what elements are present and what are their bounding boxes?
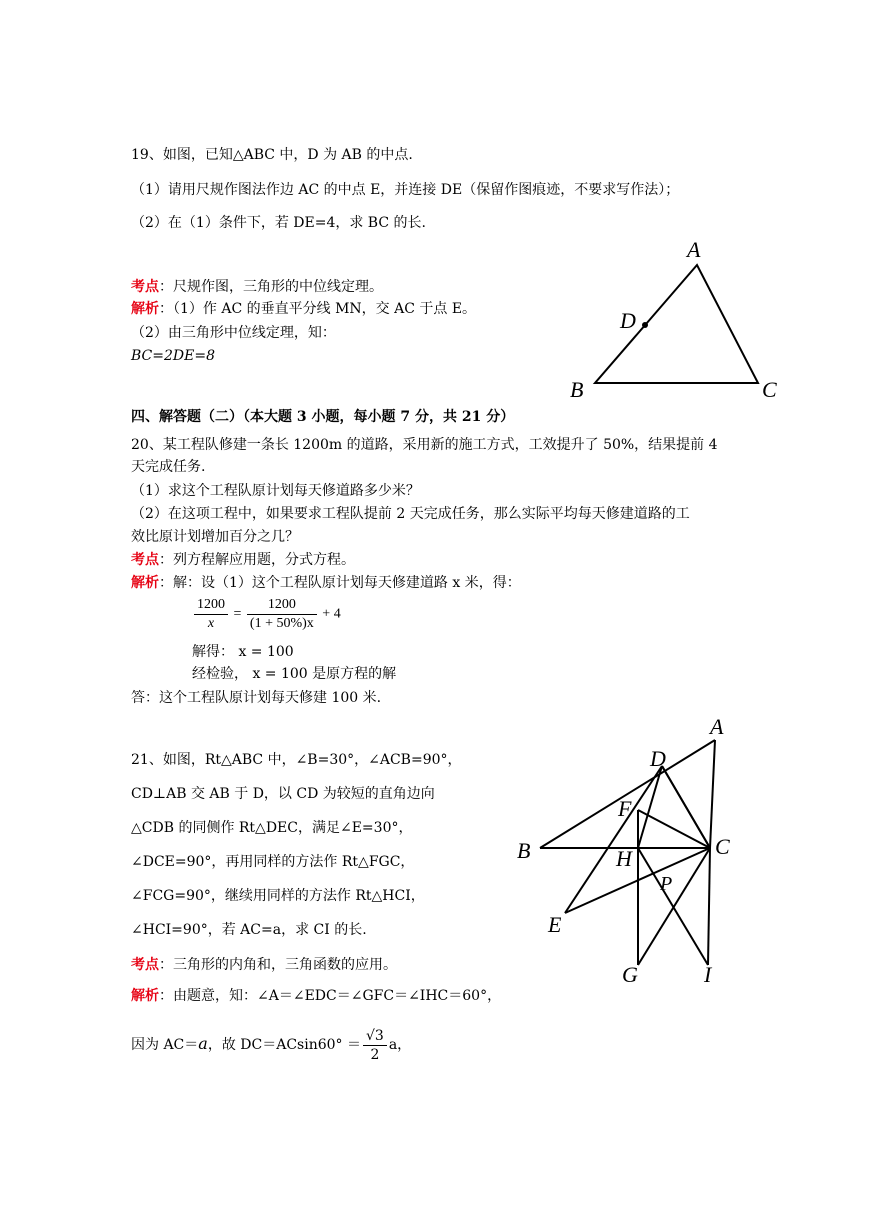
q20-part2-2: 效比原计划增加百分之几？ [131,529,299,545]
label-h: H [616,846,632,871]
q20-kaodian [131,550,355,570]
q20-part1: （1）求这个工程队原计划每天修道路多少米？ [131,483,420,499]
jiexi-text: ：解：设（1）这个工程队原计划每天修建道路 x 米，得： [159,575,521,591]
label-p: P [660,873,673,895]
q19-triangle-figure [560,235,790,410]
eq-tail: + 4 [322,606,341,622]
jiexi-label: 解析 [131,575,159,591]
kaodian-label: 考点 [131,957,159,973]
eq-left-num: 1200 [194,596,228,615]
frac-den: 2 [370,1046,380,1063]
q21-line4: ∠DCE=90°，再用同样的方法作 Rt△FGC， [131,854,415,870]
kaodian-label: 考点 [131,279,159,295]
jiexi-2a: 因为 AC＝ [131,1037,199,1053]
q20-line2: 天完成任务. [131,459,206,475]
jiexi-2c: ，故 DC＝ACsin60° ＝ [207,1037,361,1053]
sqrt3-over-2-fraction [363,1027,387,1064]
q19-jiexi-3: BC=2DE=8 [131,348,215,364]
q21-line6: ∠HCI=90°，若 AC=a，求 CI 的长. [131,922,367,938]
q21-jiexi [131,986,501,1006]
eq-left-den: x [207,616,215,631]
jiexi-label: 解析 [131,301,159,317]
q20-equation: $\frac{1200}{x}$ = $\frac{1200}{(1 + 50\%)x}$ + 4 [192,596,341,633]
label-e: E [548,912,562,937]
eq-left-fraction [194,596,228,633]
label-a: A [687,237,701,262]
q21-kaodian [131,955,397,975]
label-d: D [620,308,636,333]
label-g: G [622,962,638,987]
q19-part1: （1）请用尺规作图法作边 AC 的中点 E，并连接 DE（保留作图痕迹，不要求写作法）； [131,182,680,198]
q21-line5: ∠FCG=90°，继续用同样的方法作 Rt△HCI， [131,888,425,904]
q20-part2-1: （2）在这项工程中，如果要求工程队提前 2 天完成任务，那么实际平均每天修建道路的工 [131,506,690,522]
q20-answer: 答：这个工程队原计划每天修建 100 米. [131,690,382,706]
label-f: F [618,796,632,821]
label-a: A [710,714,724,739]
label-b: B [570,377,584,402]
eq-right-den: (1 + 50%)x [249,616,314,631]
kaodian-label: 考点 [131,552,159,568]
eq-right-fraction [247,596,317,633]
q19-jiexi [131,299,476,319]
kaodian-text: ：列方程解应用题，分式方程。 [159,552,355,568]
jiexi-2b: a [198,1034,208,1053]
q20-solve: 解得： x = 100 [192,644,294,660]
label-d: D [650,746,666,771]
midpoint-d [642,322,648,328]
label-c: C [762,377,777,402]
label-b: B [517,838,531,863]
kaodian-text: ：尺规作图，三角形的中位线定理。 [159,279,383,295]
label-c: C [715,834,730,859]
q21-line1: 21、如图，Rt△ABC 中，∠B=30°，∠ACB=90°， [131,752,462,768]
q20-jiexi [131,573,521,593]
q20-check: 经检验， x = 100 是原方程的解 [192,666,397,682]
q19-title: 19、如图，已知△ABC 中，D 为 AB 的中点. [131,147,413,163]
q19-kaodian [131,277,383,297]
section-heading: 四、解答题（二）（本大题 3 小题，每小题 7 分，共 21 分） [131,409,515,425]
label-i: I [704,962,712,987]
jiexi-2d: a， [388,1037,412,1053]
q21-jiexi-2 [131,1024,411,1065]
jiexi-label: 解析 [131,988,159,1004]
q19-jiexi-2: （2）由三角形中位线定理，知： [131,325,336,341]
eq-right-num: 1200 [247,596,317,615]
q21-line2: CD⊥AB 交 AB 于 D，以 CD 为较短的直角边向 [131,786,435,802]
frac-num: √3 [363,1027,387,1046]
jiexi-text: ：由题意，知：∠A＝∠EDC＝∠GFC＝∠IHC＝60°， [159,988,502,1004]
jiexi-text: ：（1）作 AC 的垂直平分线 MN，交 AC 于点 E。 [159,301,477,317]
q19-part2: （2）在（1）条件下，若 DE=4，求 BC 的长. [131,215,426,231]
q21-figure [510,710,770,1000]
q21-line3: △CDB 的同侧作 Rt△DEC，满足∠E=30°， [131,820,413,836]
kaodian-text: ：三角形的内角和，三角函数的应用。 [159,957,397,973]
q20-line1: 20、某工程队修建一条长 1200m 的道路，采用新的施工方式，工效提升了 50%，结果提前 4 [131,437,718,453]
